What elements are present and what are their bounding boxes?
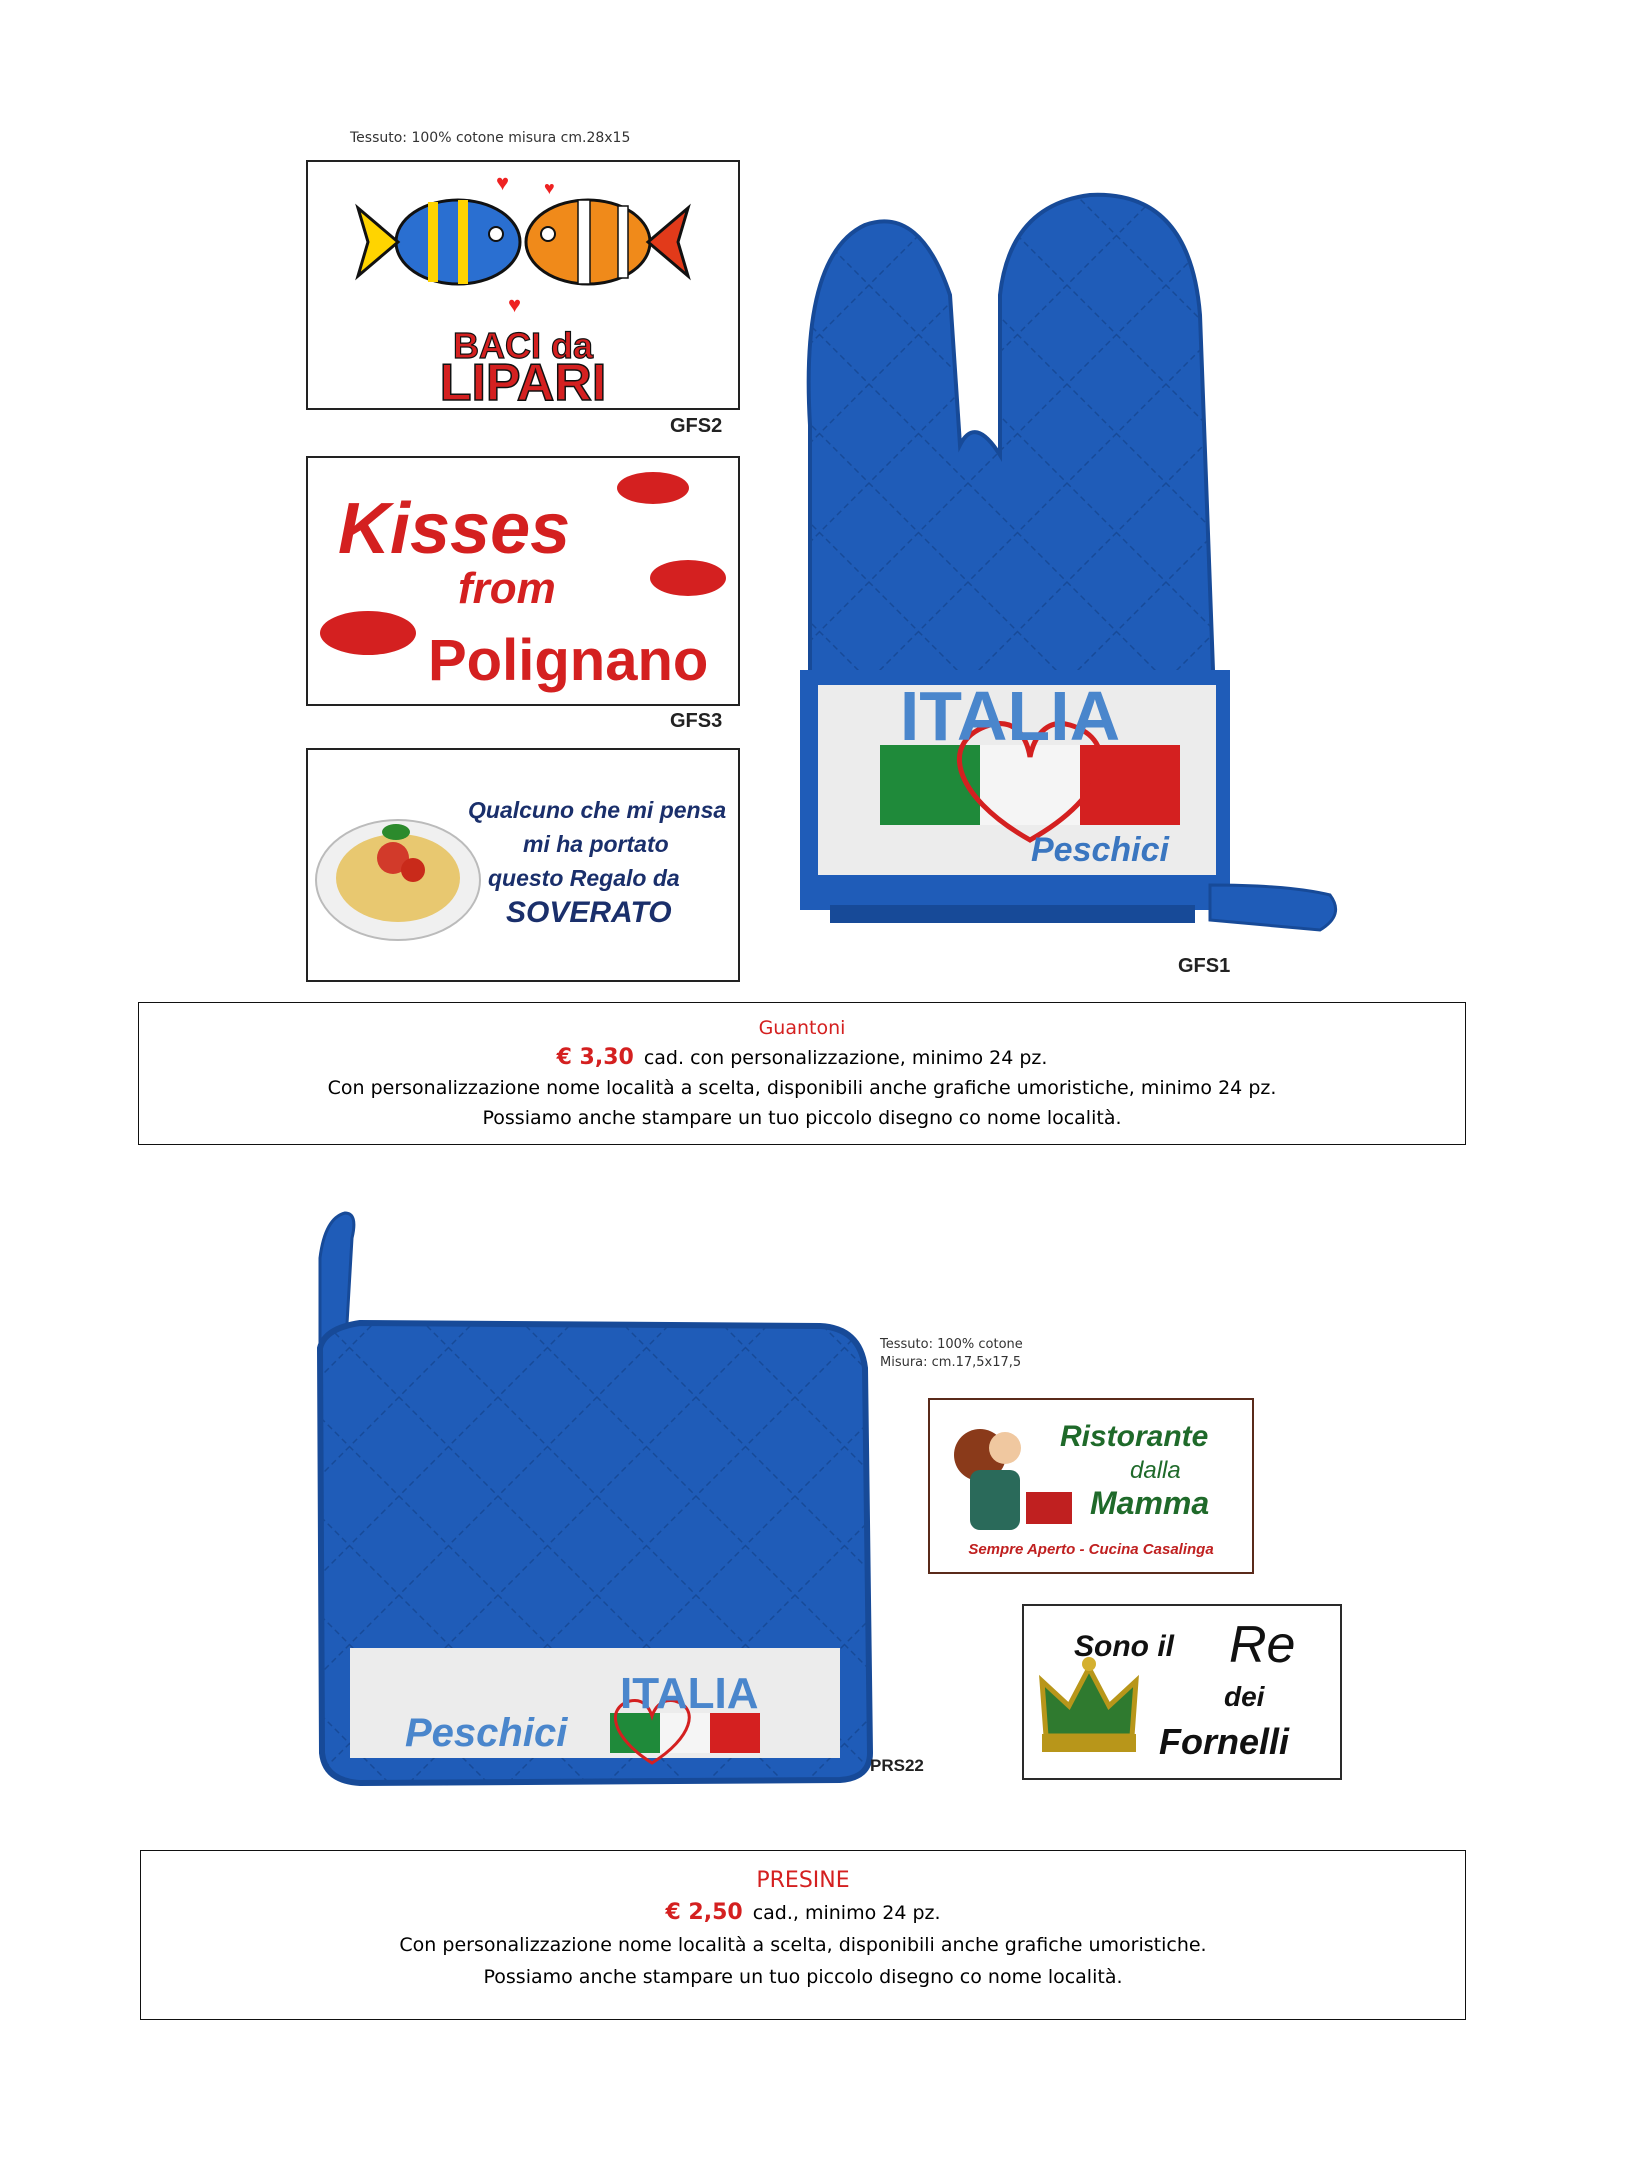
code-gfs2: GFS2 [670, 415, 723, 437]
design-line-3: dei [1224, 1681, 1265, 1712]
pot-holder-prs22 [300, 1198, 880, 1788]
design-card-soverato [306, 748, 740, 982]
design-line-3: questo Regalo da [488, 865, 680, 891]
guantoni-title: Guantoni [758, 1017, 846, 1039]
design-line-2: LIPARI [439, 354, 607, 408]
kisses-illustration [308, 458, 738, 704]
design-line-2: Re [1229, 1616, 1296, 1674]
design-line-1: BACI da [452, 325, 594, 366]
guantoni-price-text: cad. con personalizzazione, minimo 24 pz. [643, 1047, 1048, 1069]
spaghetti-illustration [308, 750, 738, 980]
presine-title: PRESINE [756, 1868, 850, 1893]
design-line-1: Qualcuno che mi pensa [468, 797, 727, 823]
holder-brand: ITALIA [620, 1669, 759, 1718]
mitt-place: Peschici [1031, 831, 1169, 869]
design-card-gfs3 [306, 456, 740, 706]
code-prs22: PRS22 [870, 1756, 924, 1775]
design-line-1: Ristorante [1060, 1420, 1209, 1453]
design-card-gfs2 [306, 160, 740, 410]
design-card-re-dei-fornelli [1022, 1604, 1342, 1780]
presine-line-2: Con personalizzazione nome località a scelta, disponibili anche grafiche umoristiche. [399, 1934, 1207, 1956]
presine-info-box [140, 1850, 1466, 2020]
code-gfs1: GFS1 [1178, 955, 1231, 977]
fabric-note: Tessuto: 100% cotone misura cm.28x15 [350, 130, 631, 146]
design-line-4: SOVERATO [506, 896, 672, 929]
svg-text:♥: ♥ [496, 170, 510, 195]
design-line-2: from [458, 564, 556, 613]
guantoni-line-2: Con personalizzazione nome località a scelta, disponibili anche grafiche umoristiche, minimo 24 pz. [327, 1077, 1277, 1099]
fish-kiss-illustration [308, 162, 738, 408]
design-line-1: Kisses [338, 489, 571, 569]
presine-line-3: Possiamo anche stampare un tuo piccolo disegno co nome località. [483, 1966, 1123, 1988]
guantoni-line-3: Possiamo anche stampare un tuo piccolo disegno co nome località. [482, 1107, 1122, 1129]
design-line-4: Sempre Aperto - Cucina Casalinga [968, 1541, 1214, 1558]
design-line-4: Fornelli [1159, 1721, 1290, 1762]
ristorante-illustration [930, 1400, 1252, 1572]
presine-price: € 2,50 [665, 1900, 743, 1925]
design-line-2: mi ha portato [523, 831, 669, 857]
design-line-2: dalla [1130, 1457, 1181, 1484]
design-card-ristorante [928, 1398, 1254, 1574]
guantoni-info-box [138, 1002, 1466, 1145]
oven-mitt-gfs1 [770, 185, 1370, 955]
code-gfs3: GFS3 [670, 710, 723, 732]
design-line-3: Polignano [428, 628, 709, 693]
crown-illustration [1024, 1606, 1340, 1778]
design-line-1: Sono il [1074, 1630, 1174, 1663]
guantoni-price: € 3,30 [556, 1045, 634, 1070]
presine-fabric-note [880, 1336, 1023, 1372]
presine-price-text: cad., minimo 24 pz. [752, 1902, 941, 1924]
svg-text:♥: ♥ [508, 292, 522, 317]
fabric-line-1: Tessuto: 100% cotone [880, 1337, 1023, 1352]
holder-place: Peschici [405, 1711, 568, 1755]
mitt-brand: ITALIA [899, 677, 1121, 755]
svg-text:♥: ♥ [544, 178, 555, 198]
design-line-3: Mamma [1090, 1485, 1210, 1521]
presine-price-line [141, 1897, 1465, 1929]
crown-icon [1042, 1657, 1136, 1752]
fabric-line-2: Misura: cm.17,5x17,5 [880, 1355, 1022, 1370]
guantoni-price-line [139, 1043, 1465, 1073]
